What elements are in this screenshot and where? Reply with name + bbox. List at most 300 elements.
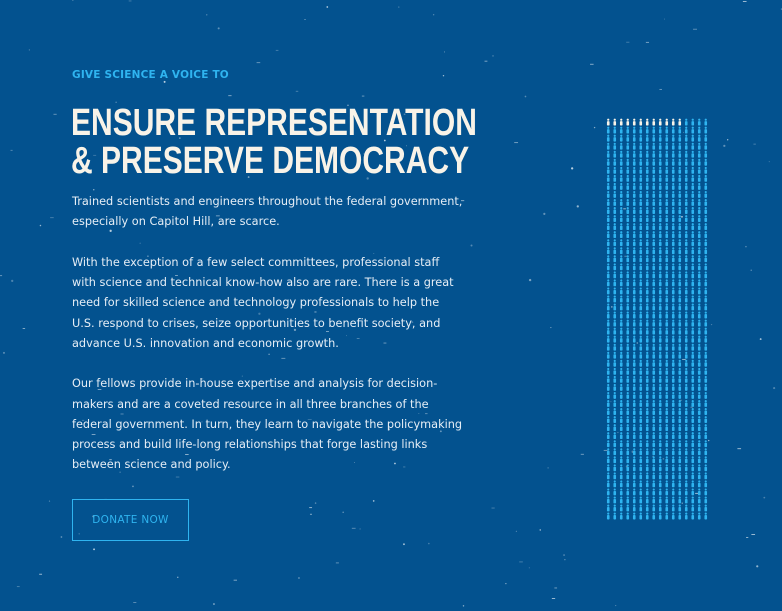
person-icon <box>620 440 623 447</box>
person-icon <box>691 472 694 479</box>
person-icon <box>704 159 707 166</box>
person-icon <box>626 247 629 254</box>
person-icon <box>704 384 707 391</box>
person-icon <box>633 408 636 415</box>
person-icon <box>633 464 636 471</box>
person-icon <box>691 287 694 294</box>
person-icon <box>626 440 629 447</box>
person-icon <box>672 344 675 351</box>
star <box>763 497 765 499</box>
person-icon <box>691 263 694 270</box>
person-icon <box>691 432 694 439</box>
person-icon <box>620 400 623 407</box>
person-icon <box>652 320 655 327</box>
person-icon <box>672 360 675 367</box>
person-icon <box>685 151 688 158</box>
person-icon <box>633 456 636 463</box>
person-icon <box>652 464 655 471</box>
person-icon <box>633 279 636 286</box>
person-icon <box>691 239 694 246</box>
person-icon <box>646 488 649 495</box>
person-icon <box>620 513 623 520</box>
person-icon <box>665 175 668 182</box>
person-icon <box>639 159 642 166</box>
star <box>360 528 361 529</box>
person-icon <box>633 368 636 375</box>
person-icon <box>685 392 688 399</box>
person-icon <box>639 360 642 367</box>
person-icon <box>685 295 688 302</box>
person-icon <box>626 352 629 359</box>
person-icon <box>639 271 642 278</box>
person-icon <box>659 328 662 335</box>
person-icon <box>646 151 649 158</box>
person-icon <box>613 513 616 520</box>
person-icon <box>691 464 694 471</box>
person-icon <box>678 143 681 150</box>
person-icon <box>652 159 655 166</box>
person-icon <box>620 271 623 278</box>
person-icon <box>607 376 610 383</box>
person-icon <box>613 191 616 198</box>
person-icon <box>678 151 681 158</box>
person-icon <box>652 456 655 463</box>
person-icon <box>652 175 655 182</box>
person-icon <box>678 191 681 198</box>
star <box>164 81 166 83</box>
person-icon <box>698 392 701 399</box>
person-icon <box>659 127 662 134</box>
person-icon <box>672 263 675 270</box>
person-icon <box>646 247 649 254</box>
person-icon <box>620 384 623 391</box>
person-icon <box>626 392 629 399</box>
person-icon <box>678 328 681 335</box>
person-icon <box>672 247 675 254</box>
person-icon <box>646 408 649 415</box>
person-icon <box>672 416 675 423</box>
person-icon <box>685 287 688 294</box>
person-icon <box>685 360 688 367</box>
person-icon <box>633 424 636 431</box>
person-icon <box>652 424 655 431</box>
person-icon <box>665 513 668 520</box>
star <box>0 275 2 276</box>
person-icon <box>659 159 662 166</box>
person-icon <box>665 432 668 439</box>
person-icon <box>613 143 616 150</box>
person-icon <box>698 191 701 198</box>
person-icon <box>672 183 675 190</box>
person-icon <box>704 223 707 230</box>
person-icon <box>672 400 675 407</box>
person-icon <box>685 143 688 150</box>
person-icon <box>672 151 675 158</box>
person-icon <box>672 127 675 134</box>
star <box>305 19 306 20</box>
person-icon <box>672 440 675 447</box>
star <box>471 244 473 246</box>
star <box>336 563 339 564</box>
person-icon <box>607 505 610 512</box>
star <box>11 280 13 282</box>
person-icon <box>672 143 675 150</box>
person-icon <box>633 392 636 399</box>
paragraph-fellows: Our fellows provide in-house expertise and analysis for decision-makers and are a coveted resource in all three branches of the federal government. In turn, they learn to navigate the policymaking process and build life-long relationships that forge lasting links between science and policy. <box>72 377 463 472</box>
person-icon <box>620 488 623 495</box>
star <box>444 51 445 52</box>
person-icon <box>613 231 616 238</box>
person-icon <box>639 416 642 423</box>
person-icon <box>698 263 701 270</box>
person-icon <box>704 143 707 150</box>
person-icon <box>639 127 642 134</box>
headline-line-2: & PRESERVE DEMOCRACY <box>71 140 470 182</box>
person-icon <box>620 480 623 487</box>
person-icon <box>665 295 668 302</box>
person-icon <box>652 400 655 407</box>
person-icon <box>626 432 629 439</box>
person-icon <box>665 167 668 174</box>
person-icon <box>607 360 610 367</box>
person-icon <box>704 151 707 158</box>
person-icon <box>646 287 649 294</box>
person-icon <box>698 488 701 495</box>
paragraph-need: With the exception of a few select committees, professional staff with science and technical know-how also are rare. There is a great need for skilled science and technology professionals to help the U.S. respond to crises, seize opportunities to benefit society, and advance U.S. innovation and economic growth. <box>72 255 454 350</box>
person-icon <box>704 255 707 262</box>
star <box>594 127 595 128</box>
person-icon <box>626 328 629 335</box>
person-icon <box>691 384 694 391</box>
person-icon <box>691 223 694 230</box>
person-icon <box>620 239 623 246</box>
person-icon <box>626 135 629 142</box>
person-icon <box>639 295 642 302</box>
person-icon <box>665 480 668 487</box>
person-icon <box>672 231 675 238</box>
person-icon <box>691 207 694 214</box>
person-icon <box>652 328 655 335</box>
person-icon <box>620 392 623 399</box>
person-icon <box>652 263 655 270</box>
person-icon <box>626 231 629 238</box>
star <box>218 27 220 29</box>
person-icon <box>626 456 629 463</box>
person-icon <box>639 135 642 142</box>
person-icon <box>626 183 629 190</box>
person-icon <box>626 167 629 174</box>
person-icon <box>620 167 623 174</box>
star <box>737 448 741 449</box>
person-icon <box>704 448 707 455</box>
star <box>664 19 665 20</box>
person-icon <box>607 312 610 319</box>
person-icon <box>678 119 681 126</box>
person-icon <box>704 368 707 375</box>
person-icon <box>659 505 662 512</box>
person-icon <box>646 167 649 174</box>
person-icon <box>698 223 701 230</box>
person-icon <box>704 199 707 206</box>
person-icon <box>633 440 636 447</box>
person-icon <box>613 488 616 495</box>
person-icon <box>698 360 701 367</box>
star <box>514 142 518 143</box>
person-icon <box>672 472 675 479</box>
person-icon <box>646 304 649 311</box>
person-icon <box>672 376 675 383</box>
person-icon <box>685 496 688 503</box>
person-icon <box>659 408 662 415</box>
person-icon <box>672 464 675 471</box>
person-icon <box>704 472 707 479</box>
person-icon <box>685 480 688 487</box>
donate-button[interactable]: DONATE NOW <box>72 499 189 541</box>
person-icon <box>704 440 707 447</box>
person-icon <box>672 255 675 262</box>
person-icon <box>613 440 616 447</box>
person-icon <box>659 448 662 455</box>
person-icon <box>665 320 668 327</box>
person-icon <box>652 119 655 126</box>
person-icon <box>678 424 681 431</box>
star <box>433 14 434 15</box>
person-icon <box>613 151 616 158</box>
person-icon <box>659 247 662 254</box>
person-icon <box>607 440 610 447</box>
person-icon <box>613 255 616 262</box>
person-icon <box>652 287 655 294</box>
star <box>711 324 712 325</box>
person-icon <box>646 416 649 423</box>
person-icon <box>685 279 688 286</box>
person-icon <box>672 304 675 311</box>
person-icon <box>607 247 610 254</box>
person-icon <box>672 336 675 343</box>
person-icon <box>652 167 655 174</box>
person-icon <box>698 287 701 294</box>
star <box>659 89 662 90</box>
person-icon <box>665 328 668 335</box>
person-icon <box>639 223 642 230</box>
person-icon <box>626 271 629 278</box>
person-icon <box>639 344 642 351</box>
person-icon <box>613 456 616 463</box>
person-icon <box>646 505 649 512</box>
person-icon <box>685 231 688 238</box>
star <box>3 352 5 354</box>
person-icon <box>652 513 655 520</box>
person-icon <box>652 295 655 302</box>
person-icon <box>691 448 694 455</box>
person-icon <box>704 336 707 343</box>
person-icon <box>633 328 636 335</box>
person-icon <box>620 408 623 415</box>
person-icon <box>639 239 642 246</box>
person-icon <box>698 368 701 375</box>
person-icon <box>633 416 636 423</box>
person-icon <box>672 448 675 455</box>
star <box>428 543 430 545</box>
person-icon <box>646 263 649 270</box>
person-icon <box>678 215 681 222</box>
person-icon <box>652 488 655 495</box>
star <box>751 270 752 271</box>
person-icon <box>633 320 636 327</box>
person-icon <box>691 392 694 399</box>
person-icon <box>607 231 610 238</box>
person-icon <box>646 279 649 286</box>
person-icon <box>646 143 649 150</box>
person-icon <box>613 295 616 302</box>
person-icon <box>646 424 649 431</box>
person-icon <box>672 135 675 142</box>
person-icon <box>704 215 707 222</box>
person-icon <box>704 175 707 182</box>
person-icon <box>652 231 655 238</box>
person-icon <box>659 432 662 439</box>
person-icon <box>620 344 623 351</box>
person-icon <box>633 151 636 158</box>
person-icon <box>665 119 668 126</box>
star <box>485 61 488 62</box>
person-icon <box>613 472 616 479</box>
person-icon <box>659 199 662 206</box>
person-icon <box>678 175 681 182</box>
person-icon <box>652 384 655 391</box>
person-icon <box>639 231 642 238</box>
person-icon <box>646 360 649 367</box>
person-icon <box>652 312 655 319</box>
person-icon <box>613 328 616 335</box>
person-icon <box>613 279 616 286</box>
person-icon <box>646 448 649 455</box>
person-icon <box>704 424 707 431</box>
person-icon <box>678 271 681 278</box>
person-icon <box>698 239 701 246</box>
star <box>615 605 616 606</box>
person-icon <box>698 271 701 278</box>
star <box>443 75 444 76</box>
person-icon <box>639 392 642 399</box>
person-icon <box>704 167 707 174</box>
person-icon <box>678 320 681 327</box>
person-icon <box>607 472 610 479</box>
person-icon <box>672 505 675 512</box>
person-icon <box>607 513 610 520</box>
star <box>540 529 541 530</box>
star <box>93 548 95 550</box>
person-icon <box>626 376 629 383</box>
person-icon <box>620 287 623 294</box>
person-icon <box>633 167 636 174</box>
person-icon <box>620 255 623 262</box>
person-icon <box>607 119 610 126</box>
person-icon <box>685 472 688 479</box>
person-icon <box>633 488 636 495</box>
person-icon <box>698 255 701 262</box>
person-icon <box>626 344 629 351</box>
person-icon <box>678 239 681 246</box>
person-icon <box>659 480 662 487</box>
person-icon <box>652 279 655 286</box>
person-icon <box>685 416 688 423</box>
person-icon <box>626 505 629 512</box>
person-icon <box>698 127 701 134</box>
person-icon <box>704 320 707 327</box>
person-icon <box>659 472 662 479</box>
person-icon <box>639 119 642 126</box>
person-icon <box>639 368 642 375</box>
person-icon <box>659 304 662 311</box>
person-icon <box>672 271 675 278</box>
star <box>743 1 747 2</box>
person-icon <box>659 360 662 367</box>
person-icon <box>639 191 642 198</box>
person-icon <box>607 336 610 343</box>
person-icon <box>607 279 610 286</box>
person-icon <box>646 328 649 335</box>
person-icon <box>639 175 642 182</box>
person-icon <box>659 336 662 343</box>
person-icon <box>678 263 681 270</box>
person-icon <box>691 424 694 431</box>
star <box>519 562 523 563</box>
person-icon <box>665 191 668 198</box>
person-icon <box>639 376 642 383</box>
person-icon <box>633 223 636 230</box>
star <box>373 500 375 502</box>
person-icon <box>646 320 649 327</box>
person-icon <box>698 384 701 391</box>
person-icon <box>704 344 707 351</box>
person-icon <box>652 183 655 190</box>
person-icon <box>626 279 629 286</box>
person-icon <box>607 416 610 423</box>
person-icon <box>639 496 642 503</box>
person-icon <box>685 215 688 222</box>
person-icon <box>685 223 688 230</box>
person-icon <box>678 496 681 503</box>
person-icon <box>633 432 636 439</box>
person-icon <box>685 368 688 375</box>
person-icon <box>620 159 623 166</box>
person-icon <box>626 215 629 222</box>
person-icon <box>698 496 701 503</box>
person-icon <box>672 119 675 126</box>
person-icon <box>607 271 610 278</box>
person-icon <box>678 199 681 206</box>
person-icon <box>691 513 694 520</box>
person-icon <box>659 119 662 126</box>
star <box>529 567 530 568</box>
person-icon <box>620 263 623 270</box>
person-icon <box>620 199 623 206</box>
body-copy <box>72 192 464 496</box>
person-icon <box>704 496 707 503</box>
person-icon <box>672 432 675 439</box>
person-icon <box>704 408 707 415</box>
person-icon <box>685 207 688 214</box>
person-icon <box>691 271 694 278</box>
person-icon <box>607 344 610 351</box>
person-icon <box>633 448 636 455</box>
person-icon <box>685 400 688 407</box>
person-icon <box>691 336 694 343</box>
person-icon <box>620 247 623 254</box>
person-icon <box>665 304 668 311</box>
star <box>93 189 94 190</box>
